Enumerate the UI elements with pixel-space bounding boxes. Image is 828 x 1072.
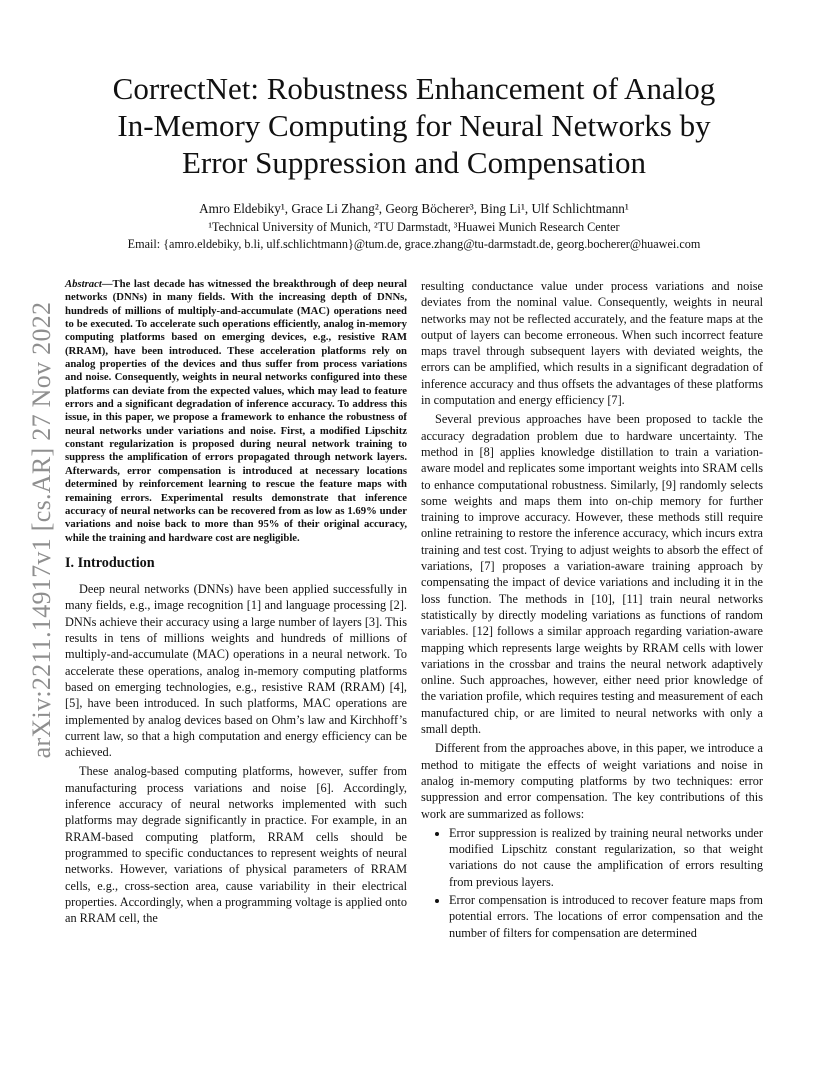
abstract: [65, 278, 407, 545]
intro-paragraph-1: Deep neural networks (DNNs) have been applied successfully in many fields, e.g., image recognition [1] and language processing [2]. DNNs achieve their accuracy using a large number of layers [3]. This results in tens of millions weights and hundreds of millions of multiply-and-accumulate (MAC) operations in a neural network. To accelerate these operations, analog in-memory computing platforms based on emerging technologies, e.g., resistive RAM (RRAM) [4], [5], have been introduced. In such platforms, MAC operations are implemented by analog devices based on Ohm’s law and Kirchhoff’s current law, so that a high computation and energy efficiency can be achieved.: [65, 582, 407, 760]
title-line-2: In-Memory Computing for Neural Networks by: [117, 108, 711, 143]
abstract-label: Abstract: [65, 278, 102, 290]
right-column: [421, 278, 763, 943]
intro-paragraph-4: Several previous approaches have been proposed to tackle the accuracy degradation problem due to hardware uncertainty. The method in [8] applies knowledge distillation to train a variation-aware model and replicates some important weights into SRAM cells to enhance computational robustness. Similarly, [9] randomly selects some weights and maps them into on-chip memory for further training to improve accuracy. However, these methods still require online retraining to restore the inference accuracy, which incurs extra training and test cost. Trying to adjust weights to absorb the effect of variations, [7] proposes a variation-aware training approach by compensating the impact of device variations and including it in the loss function. The methods in [10], [11] train neural networks statistically by directly modeling variations as functions of random variables. [12] follows a similar approach regarding variation-aware mapping which represents large weights by RRAM cells with lower variations in the crossbar and trains the neural network adaptively online. Such approaches, however, either need prior knowledge of the variation profile, which requires testing and measurement of each manufactured chip, or are limited to neural networks with only a small depth.: [421, 412, 763, 737]
left-column: [65, 278, 407, 929]
arxiv-identifier: arXiv:2211.14917v1 [cs.AR] 27 Nov 2022: [27, 301, 56, 759]
affiliations: ¹Technical University of Munich, ²TU Darmstadt, ³Huawei Munich Research Center: [208, 220, 620, 234]
author-emails: Email: {amro.eldebiky, b.li, ulf.schlichtmann}@tum.de, grace.zhang@tu-darmstadt.de, georg.bocherer@huawei.com: [127, 237, 701, 251]
abstract-text: —The last decade has witnessed the breakthrough of deep neural networks (DNNs) in many fields. With the increasing depth of DNNs, hundreds of millions of multiply-and-accumulate (MAC) operations need to be executed. To accelerate such operations efficiently, analog in-memory computing platforms based on emerging devices, e.g., resistive RAM (RRAM), have been introduced. These acceleration platforms rely on analog properties of the devices and thus suffer from process variations and noise. Consequently, weights in neural networks configured into these platforms can deviate from the expected values, which may lead to feature errors and a significant degradation of inference accuracy. To address this issue, in this paper, we propose a framework to enhance the robustness of neural networks under variations and noise. First, a modified Lipschitz constant regularization is proposed during neural network training to suppress the amplification of errors propagated through network layers. Afterwards, error compensation is introduced at necessary locations determined by reinforcement learning to rescue the feature maps with remaining errors. Experimental results demonstrate that inference accuracy of neural networks can be recovered from as low as 1.69% under variations and noise back to more than 95% of their original accuracy, while the training and hardware cost are negligible.: [65, 278, 407, 544]
title-line-3: Error Suppression and Compensation: [181, 145, 647, 180]
paper-title: [64, 70, 764, 181]
author-list: Amro Eldebiky¹, Grace Li Zhang², Georg Böcherer³, Bing Li¹, Ulf Schlichtmann¹: [199, 201, 629, 216]
contribution-item-error-suppression: • Error suppression is realized by training neural networks under modified Lipschitz constant regularization, so that weight variations do not cause the amplification of errors resulting from previous layers.: [449, 825, 763, 890]
intro-paragraph-3: resulting conductance value under process variations and noise deviates from the nominal value. Consequently, weights in neural networks may not be reflected accurately, and the feature maps at the output of layers can become erroneous. When such incorrect feature maps travel through subsequent layers with deviated weights, the errors can be amplified, which results in a significant degradation of inference accuracy and thus offsets the advantages of these platforms in computation and energy efficiency [7].: [421, 279, 763, 408]
section-heading-introduction: I. Introduction: [65, 554, 155, 571]
intro-paragraph-5: Different from the approaches above, in this paper, we introduce a method to mitigate the effects of weight variations and noise in analog in-memory computing platforms by two techniques: error suppression and error compensation. The key contributions of this work are summarized as follows:: [421, 741, 763, 821]
title-line-1: CorrectNet: Robustness Enhancement of Analog: [112, 71, 716, 106]
arxiv-sidebar: [22, 280, 62, 780]
contributions-list: [421, 825, 763, 941]
intro-paragraph-2: These analog-based computing platforms, however, suffer from manufacturing process variations and noise [6]. Accordingly, inference accuracy of neural networks implemented with such platforms may degrade significantly in practice. For example, in an RRAM-based computing platform, RRAM cells should be programmed to specific conductances to represent weights of neural networks. However, variations of physical parameters of RRAM cells, e.g., cross-section area, cause variability in their electrical properties. Accordingly, when a programming voltage is applied onto an RRAM cell, the: [65, 764, 407, 926]
contribution-item-error-compensation: • Error compensation is introduced to recover feature maps from potential errors. The locations of error compensation and the number of filters for compensation are determined: [449, 892, 763, 941]
